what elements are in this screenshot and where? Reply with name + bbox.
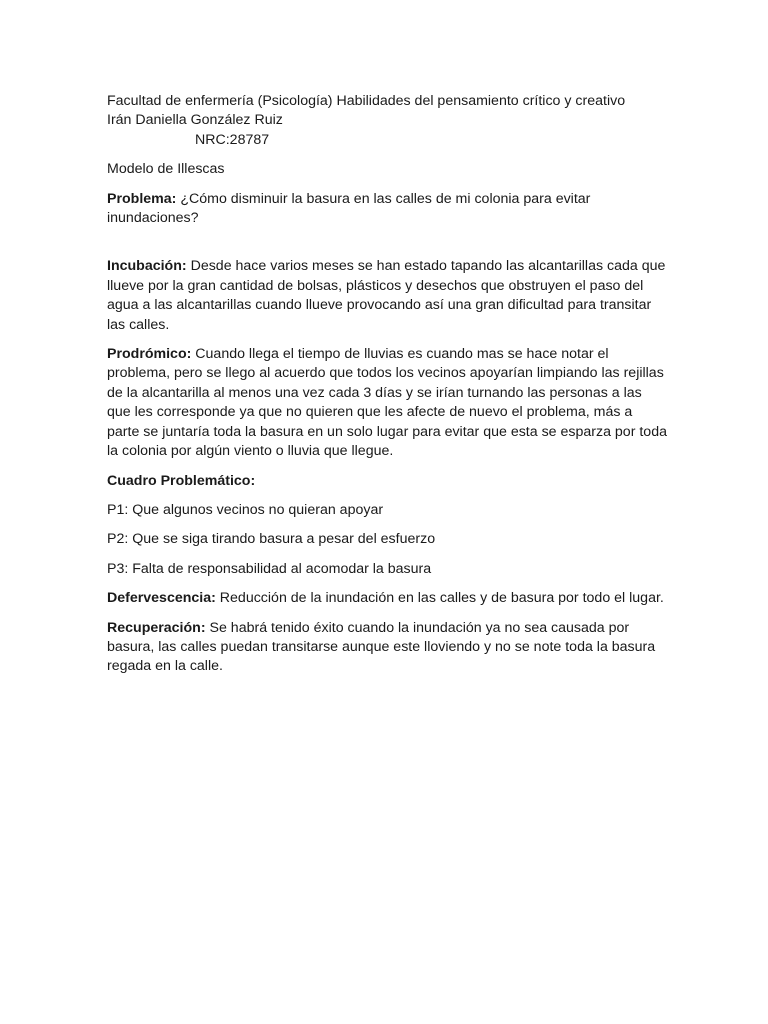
header-author: Irán Daniella González Ruiz <box>107 112 283 129</box>
prodromico-text: Cuando llega el tiempo de lluvias es cuando mas se hace notar el problema, pero se llego al acuerdo que todos los vecinos apoyarían limpiando las rejillas de la alcantarilla al menos una vez cada 3 días y se irían turnando las personas a las que les corresponde ya que no quieren que les afecte de nuevo el problema, más a parte se juntaría toda la basura en un solo lugar para evitar que esta se esparza por toda la colonia por algún viento o lluvia que llegue. <box>107 346 667 460</box>
incubacion-paragraph <box>107 257 667 335</box>
header-nrc: NRC:28787 <box>195 131 270 148</box>
problema-text: ¿Cómo disminuir la basura en las calles de mi colonia para evitar inundaciones? <box>107 190 591 227</box>
model-title: Modelo de Illescas <box>107 161 225 178</box>
problem-item-2: P2: Que se siga tirando basura a pesar del esfuerzo <box>107 531 436 548</box>
document-page <box>107 92 667 687</box>
defervescencia-label: Defervescencia: <box>107 590 216 607</box>
header-faculty-course: Facultad de enfermería (Psicología) Habilidades del pensamiento crítico y creativo <box>107 93 626 109</box>
problema-label: Problema: <box>107 190 177 207</box>
defervescencia-paragraph <box>107 589 667 608</box>
incubacion-text: Desde hace varios meses se han estado tapando las alcantarillas cada que llueve por la gran cantidad de bolsas, plásticos y desechos que obstruyen el paso del agua a las alcantarillas cuando llueve provocando así una gran dificultad para transitar las calles. <box>107 258 666 333</box>
incubacion-label: Incubación: <box>107 258 187 275</box>
problem-item-3: P3: Falta de responsabilidad al acomodar la basura <box>107 560 432 577</box>
recuperacion-text: Se habrá tenido éxito cuando la inundación ya no sea causada por basura, las calles puedan transitarse aunque este lloviendo y no se note toda la basura regada en la calle. <box>107 619 656 675</box>
defervescencia-text: Reducción de la inundación en las calles y de basura por todo el lugar. <box>219 590 664 607</box>
recuperacion-label: Recuperación: <box>107 619 206 636</box>
prodromico-label: Prodrómico: <box>107 346 192 363</box>
cuadro-heading <box>107 472 667 491</box>
prodromico-paragraph <box>107 345 667 461</box>
problema-paragraph <box>107 190 667 229</box>
recuperacion-paragraph <box>107 619 667 677</box>
cuadro-label: Cuadro Problemático: <box>107 472 256 489</box>
problem-item-1: P1: Que algunos vecinos no quieran apoyar <box>107 501 384 518</box>
